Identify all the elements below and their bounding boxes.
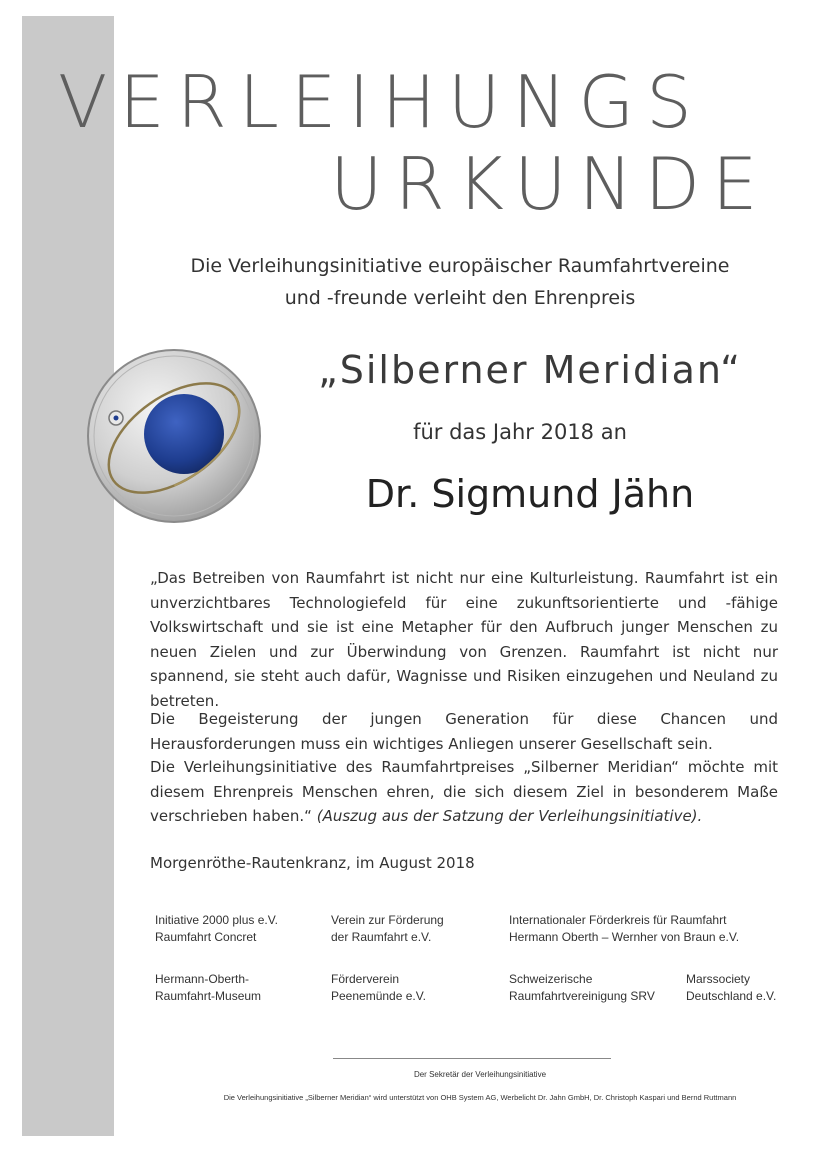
- place-and-date: Morgenröthe-Rautenkranz, im August 2018: [150, 854, 475, 872]
- signature-line: [333, 1058, 611, 1059]
- organization-entry: [331, 971, 426, 1005]
- decorative-side-bar: [22, 16, 114, 1136]
- organization-line: Schweizerische: [509, 972, 593, 986]
- organization-line: Hermann Oberth – Wernher von Braun e.V.: [509, 930, 740, 944]
- organization-line: Raumfahrt-Museum: [155, 989, 262, 1003]
- certificate-title-line-1: VERLEIHUNGS: [58, 60, 704, 144]
- quote-paragraph-3: [150, 755, 778, 829]
- organization-line: Raumfahrt Concret: [155, 930, 257, 944]
- organization-line: Raumfahrtvereinigung SRV: [509, 989, 655, 1003]
- award-year: für das Jahr 2018 an: [413, 420, 627, 444]
- organization-line: der Raumfahrt e.V.: [331, 930, 432, 944]
- organization-line: Internationaler Förderkreis für Raumfahrt: [509, 913, 727, 927]
- quote-paragraph-2: Die Begeisterung der jungen Generation für diese Chancen und Herausforderungen muss ein wichtiges Anliegen unserer Gesellschaft sein.: [150, 710, 778, 753]
- organization-entry: [509, 912, 739, 946]
- quote-paragraph-3-text: Die Verleihungsinitiative des Raumfahrtpreises „Silberner Meridian“ möchte mit diesem Ehrenpreis Menschen ehren, die sich diesem Ziel in besonderem Maße verschrieben haben.“: [150, 758, 778, 825]
- organization-line: Deutschland e.V.: [686, 989, 777, 1003]
- quote-paragraph-1: „Das Betreiben von Raumfahrt ist nicht nur eine Kulturleistung. Raumfahrt ist ein unverzichtbares Technologiefeld für eine zukunftsorientierte und -fähige Volkswirtschaft und sie ist eine Metapher für den Aufbruch junger Menschen zu neuen Zielen und zur Überwindung von Grenzen. Raumfahrt ist nicht nur spannend, sie steht auch dafür, Wagnisse und Risiken einzugehen und Neuland zu betreten.: [150, 569, 778, 710]
- organization-line: Peenemünde e.V.: [331, 989, 426, 1003]
- award-name: „Silberner Meridian“: [318, 348, 742, 392]
- intro-line-2: und -freunde verleiht den Ehrenpreis: [284, 287, 636, 309]
- organization-line: Initiative 2000 plus e.V.: [155, 913, 278, 927]
- intro-line-1: Die Verleihungsinitiative europäischer Raumfahrtvereine: [190, 255, 730, 277]
- silver-meridian-medal-image: [84, 346, 264, 526]
- organization-entry: [155, 912, 278, 946]
- organization-line: Förderverein: [331, 972, 400, 986]
- organization-entry: [155, 971, 261, 1005]
- recipient-name: Dr. Sigmund Jähn: [365, 472, 695, 516]
- supporters-note: Die Verleihungsinitiative „Silberner Meridian“ wird unterstützt von OHB System AG, Werbelicht Dr. Jahn GmbH, Dr. Christoph Kaspari und Bernd Ruttmann: [223, 1093, 737, 1102]
- organization-entry: [331, 912, 444, 946]
- intro-text: [120, 250, 800, 314]
- quote-source: (Auszug aus der Satzung der Verleihungsinitiative).: [316, 807, 703, 825]
- organization-entry: [686, 971, 776, 1005]
- organization-entry: [509, 971, 655, 1005]
- secretary-caption: Der Sekretär der Verleihungsinitiative: [413, 1070, 547, 1079]
- organization-line: Marssociety: [686, 972, 751, 986]
- organization-line: Hermann-Oberth-: [155, 972, 250, 986]
- certificate-title-line-2: URKUNDE: [330, 142, 770, 226]
- organization-line: Verein zur Förderung: [331, 913, 444, 927]
